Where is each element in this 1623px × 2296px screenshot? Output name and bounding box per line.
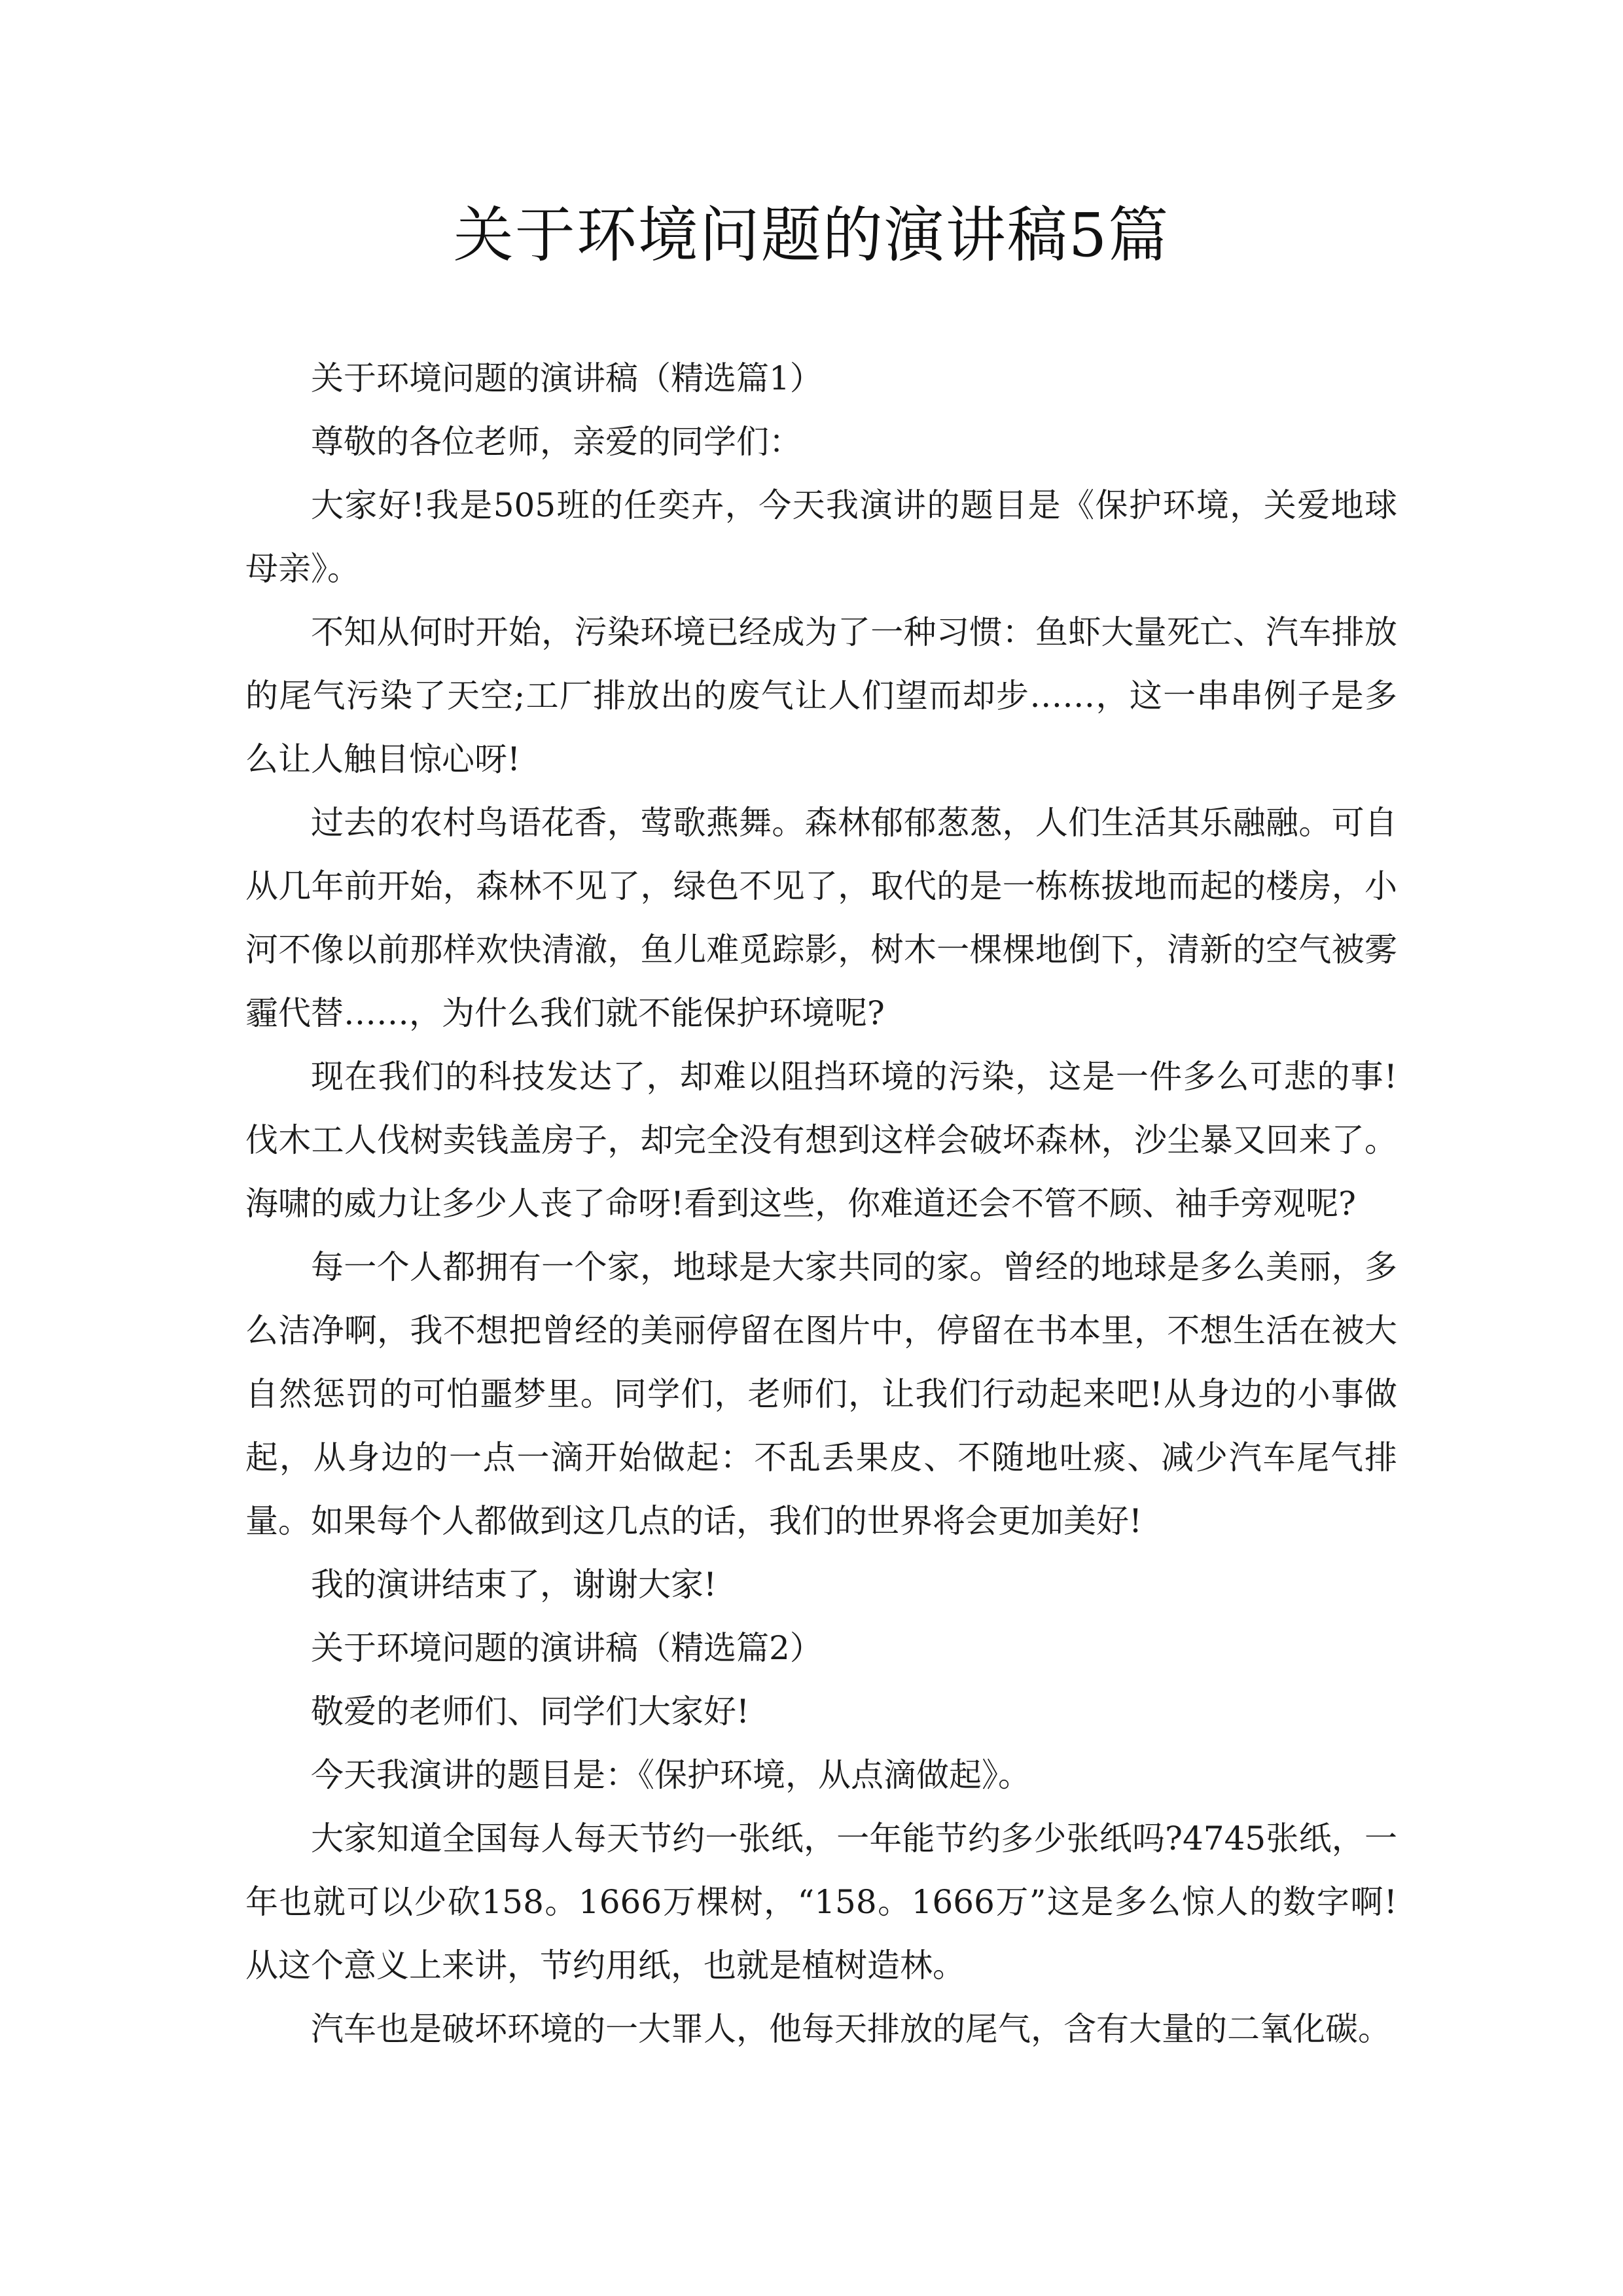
- body-paragraph: 大家知道全国每人每天节约一张纸，一年能节约多少张纸吗?4745张纸，一年也就可以少砍158。1666万棵树，“158。1666万”这是多么惊人的数字啊!从这个意义上来讲，节约用纸，也就是植树造林。: [245, 1820, 1397, 1984]
- section-heading-1: 关于环境问题的演讲稿（精选篇1）: [311, 359, 823, 397]
- body-paragraph: 汽车也是破坏环境的一大罪人，他每天排放的尾气，含有大量的二氧化碳。: [311, 2010, 1391, 2048]
- document-body: [245, 347, 1397, 2061]
- body-paragraph: 现在我们的科技发达了，却难以阻挡环境的污染，这是一件多么可悲的事!伐木工人伐树卖钱盖房子，却完全没有想到这样会破坏森林，沙尘暴又回来了。海啸的威力让多少人丧了命呀!看到这些，你难道还会不管不顾、袖手旁观呢?: [245, 1058, 1397, 1223]
- body-paragraph: 每一个人都拥有一个家，地球是大家共同的家。曾经的地球是多么美丽，多么洁净啊，我不想把曾经的美丽停留在图片中，停留在书本里，不想生活在被大自然惩罚的可怕噩梦里。同学们，老师们，让我们行动起来吧!从身边的小事做起，从身边的一点一滴开始做起：不乱丢果皮、不随地吐痰、减少汽车尾气排量。如果每个人都做到这几点的话，我们的世界将会更加美好!: [245, 1248, 1397, 1540]
- body-paragraph: 大家好!我是505班的任奕卉，今天我演讲的题目是《保护环境，关爱地球母亲》。: [245, 486, 1397, 588]
- document-title: 关于环境问题的演讲稿5篇: [453, 200, 1170, 270]
- section-heading-2: 关于环境问题的演讲稿（精选篇2）: [311, 1629, 823, 1667]
- salutation-paragraph: 敬爱的老师们、同学们大家好!: [311, 1693, 750, 1731]
- body-paragraph: 过去的农村鸟语花香，莺歌燕舞。森林郁郁葱葱，人们生活其乐融融。可自从几年前开始，森林不见了，绿色不见了，取代的是一栋栋拔地而起的楼房，小河不像以前那样欢快清澈，鱼儿难觅踪影，树木一棵棵地倒下，清新的空气被雾霾代替……，为什么我们就不能保护环境呢?: [245, 804, 1397, 1032]
- salutation-paragraph: 尊敬的各位老师，亲爱的同学们：: [311, 423, 802, 461]
- closing-paragraph: 我的演讲结束了，谢谢大家!: [311, 1566, 717, 1604]
- body-paragraph: 不知从何时开始，污染环境已经成为了一种习惯：鱼虾大量死亡、汽车排放的尾气污染了天空;工厂排放出的废气让人们望而却步……，这一串串例子是多么让人触目惊心呀!: [245, 613, 1397, 778]
- body-paragraph: 今天我演讲的题目是：《保护环境，从点滴做起》。: [311, 1756, 1031, 1794]
